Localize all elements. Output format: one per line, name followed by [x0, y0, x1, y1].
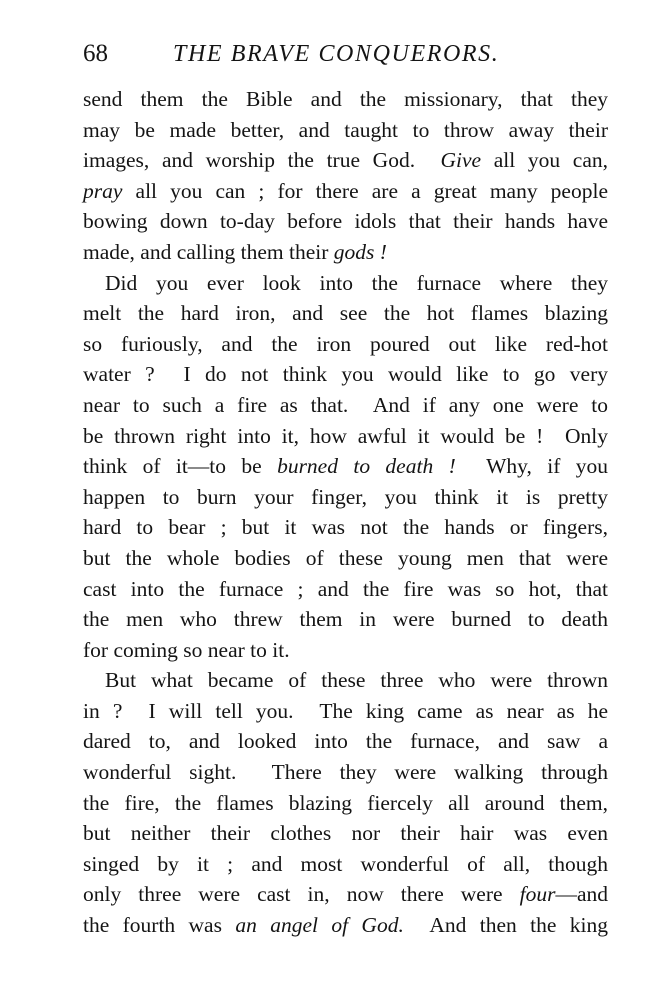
- text-line: [83, 329, 608, 360]
- text-segment: singed by it ; and most wonderful of all, though: [83, 851, 608, 876]
- text-line: [83, 665, 608, 696]
- italic-text: gods !: [333, 239, 387, 264]
- text-segment: in ? I will tell you. The king came as near as he: [83, 698, 608, 723]
- text-line: [83, 910, 608, 941]
- text-segment: may be made better, and taught to throw away their: [83, 117, 608, 142]
- text-segment: all you can,: [481, 148, 609, 173]
- italic-text: an angel of God.: [235, 913, 404, 938]
- text-segment: —and: [555, 882, 608, 907]
- text-segment: for coming so near to it.: [83, 637, 290, 662]
- text-segment: wonderful sight. There they were walking through: [83, 760, 608, 785]
- page-header: [83, 38, 608, 70]
- text-line: [83, 757, 608, 788]
- text-line: [83, 176, 608, 207]
- text-line: [83, 604, 608, 635]
- text-line: [83, 359, 608, 390]
- text-line: [83, 726, 608, 757]
- text-line: [83, 421, 608, 452]
- text-line: [83, 788, 608, 819]
- text-line: [83, 268, 608, 299]
- text-segment: near to such a fire as that. And if any one were to: [83, 392, 608, 417]
- text-segment: be thrown right into it, how awful it would be ! Only: [83, 423, 608, 448]
- text-segment: the fourth was: [83, 913, 236, 938]
- page-number: 68: [83, 40, 108, 67]
- text-line: [83, 512, 608, 543]
- text-segment: made, and calling them their: [83, 239, 334, 264]
- text-segment: think of it—to be: [83, 454, 278, 479]
- body-text: [83, 84, 608, 941]
- text-segment: bowing down to-day before idols that their hands have: [83, 209, 608, 234]
- text-line: [83, 696, 608, 727]
- text-segment: cast into the furnace ; and the fire was so hot, that: [83, 576, 608, 601]
- text-line: [83, 879, 608, 910]
- text-segment: dared to, and looked into the furnace, and saw a: [83, 729, 608, 754]
- text-segment: only three were cast in, now there were: [83, 882, 520, 907]
- text-line: [83, 849, 608, 880]
- text-segment: all you can ; for there are a great many people: [122, 178, 608, 203]
- text-segment: images, and worship the true God.: [83, 148, 441, 173]
- text-line: [83, 237, 608, 268]
- text-segment: Why, if you: [455, 454, 608, 479]
- text-line: [83, 206, 608, 237]
- running-title: THE BRAVE CONQUERORS.: [173, 41, 500, 67]
- text-line: [83, 574, 608, 605]
- text-line: [83, 84, 608, 115]
- italic-text: burned to death !: [277, 454, 456, 479]
- text-segment: melt the hard iron, and see the hot flames blazing: [83, 301, 608, 326]
- text-line: [83, 115, 608, 146]
- text-segment: happen to burn your finger, you think it is pretty: [83, 484, 608, 509]
- text-line: [83, 145, 608, 176]
- text-segment: Did you ever look into the furnace where they: [105, 270, 608, 295]
- text-line: [83, 635, 608, 666]
- text-line: [83, 482, 608, 513]
- text-line: [83, 818, 608, 849]
- text-line: [83, 451, 608, 482]
- italic-text: pray: [83, 178, 123, 203]
- text-segment: And then the king: [403, 913, 608, 938]
- text-line: [83, 298, 608, 329]
- text-segment: but the whole bodies of these young men that were: [83, 545, 608, 570]
- text-line: [83, 390, 608, 421]
- text-segment: water ? I do not think you would like to go very: [83, 362, 608, 387]
- italic-text: Give: [440, 148, 482, 173]
- text-segment: so furiously, and the iron poured out like red-hot: [83, 331, 608, 356]
- text-segment: But what became of these three who were thrown: [105, 668, 608, 693]
- text-segment: the fire, the flames blazing fiercely all around them,: [83, 790, 608, 815]
- text-segment: hard to bear ; but it was not the hands or fingers,: [83, 515, 608, 540]
- text-segment: the men who threw them in were burned to death: [83, 607, 608, 632]
- italic-text: four: [519, 882, 556, 907]
- text-segment: send them the Bible and the missionary, that they: [83, 87, 608, 111]
- text-line: [83, 543, 608, 574]
- text-segment: but neither their clothes nor their hair was even: [83, 821, 608, 846]
